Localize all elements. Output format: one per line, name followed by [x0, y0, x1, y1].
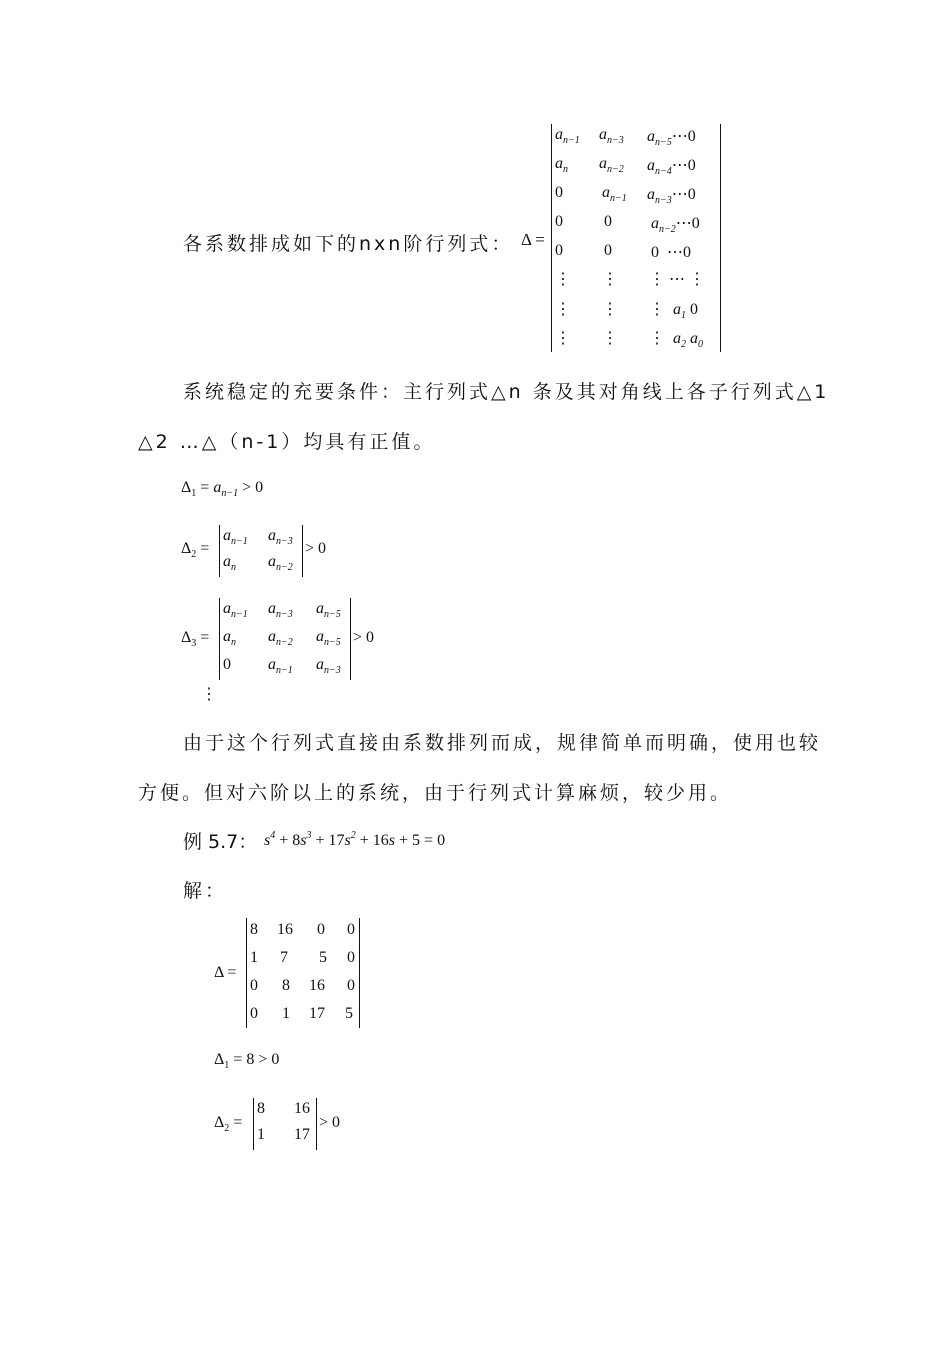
stability-condition-line1: 系统稳定的充要条件：主行列式△n 条及其对角线上各子行列式△1 — [183, 381, 830, 403]
example-determinant: 8 16 0 0 1 7 5 0 0 8 16 0 0 1 17 5 — [246, 918, 360, 1028]
vertical-ellipsis: ⋮ — [201, 686, 217, 703]
example-equation: $s^4 + 8s^3 + 17s^2 + 16s + 5 = 0$ — [264, 830, 446, 849]
example-delta1: $\Delta_1 = 8 > 0$ — [214, 1051, 280, 1071]
determinant-intro-text: 各系数排成如下的nxn阶行列式： — [183, 233, 514, 255]
example-delta2-label: $\Delta_2$ = — [214, 1114, 243, 1134]
delta1-formula: $\Delta_1 = a_{n-1} > 0$ — [181, 479, 264, 499]
example-delta-label: Δ = — [214, 964, 237, 981]
explanation-line2: 方便。但对六阶以上的系统，由于行列式计算麻烦，较少用。 — [138, 782, 733, 804]
delta3-label: $\Delta_3$ = — [181, 629, 210, 649]
general-determinant: $a_{n-1}$ $a_{n-3}$ $a_{n-5}\cdots 0$ $a_n$ $a_{n-2}$ $a_{n-4}\cdots 0$ 0 $a_{n-1}$ $a_{n-3}\cdots 0$ 0 0 $a_{n-2}\cdots 0$ 0 0 0 ⋯0 ⋮ ⋮ ⋮ ⋯ ⋮ ⋮ ⋮ ⋮ $a_1$ 0 ⋮ ⋮ ⋮ $a_2$ $a_0$ — [551, 124, 721, 352]
delta3-gt0: > 0 — [353, 629, 375, 646]
example-delta2-determinant: 8 16 1 17 — [253, 1098, 317, 1150]
delta-symbol: Δ = — [521, 230, 545, 249]
solution-label: 解： — [183, 880, 228, 902]
explanation-line1: 由于这个行列式直接由系数排列而成，规律简单而明确，使用也较 — [183, 732, 822, 754]
delta2-label: $\Delta_2$ = — [181, 540, 210, 560]
stability-condition-line2: △2 …△（n-1）均具有正值。 — [138, 431, 436, 453]
delta3-determinant: $a_{n-1}$ $a_{n-3}$ $a_{n-5}$ $a_n$ $a_{n-2}$ $a_{n-5}$ 0 $a_{n-1}$ $a_{n-3}$ — [219, 598, 351, 680]
example-label: 例 5.7： — [183, 831, 258, 853]
example-delta2-gt0: > 0 — [319, 1114, 341, 1131]
delta2-determinant: $a_{n-1}$ $a_{n-3}$ $a_n$ $a_{n-2}$ — [219, 525, 303, 577]
delta2-gt0: > 0 — [305, 540, 327, 557]
